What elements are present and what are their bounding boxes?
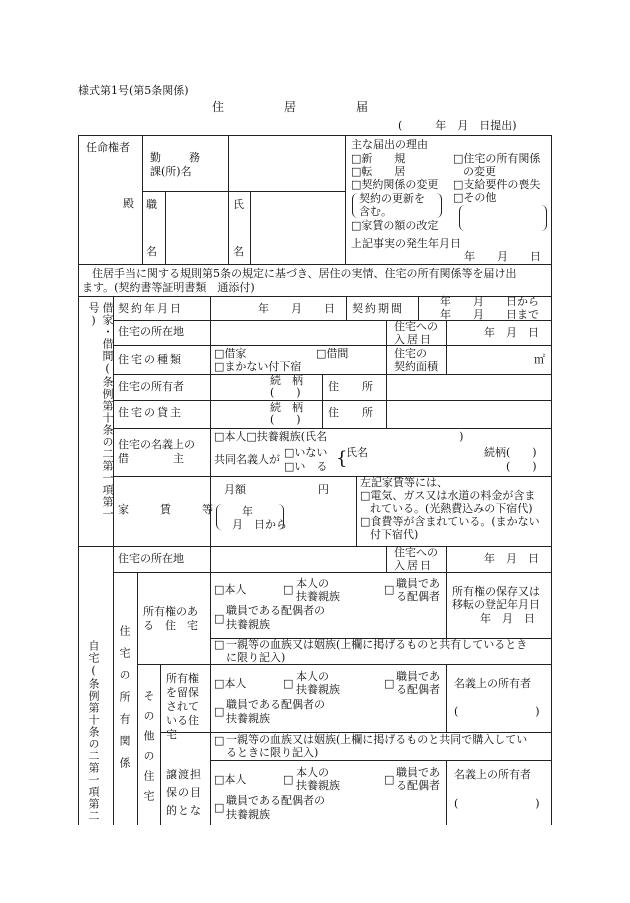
owner-address-label: 住 所 — [328, 380, 379, 393]
owned-relative-1: 一親等の血族又は姻族(上欄に掲げるものと共有しているとき — [226, 638, 528, 651]
retained-label: 所有権を留保されている住宅 — [166, 672, 199, 741]
area-unit: ㎡ — [534, 353, 545, 366]
owned-opt-dep-box[interactable]: □ — [283, 583, 294, 596]
retained-opt-staff-1: 職員であ — [396, 670, 440, 683]
area-label-2: 契約面積 — [394, 360, 438, 373]
joint-brace: { — [336, 448, 348, 469]
period-from[interactable]: 年 月 日から — [440, 295, 539, 308]
transfer-opt-spouse-box[interactable]: □ — [214, 801, 225, 814]
type-rented-house[interactable]: □借家 — [214, 347, 247, 360]
transfer-opt-dep-box[interactable]: □ — [283, 773, 294, 786]
type-rented-room[interactable]: □借間 — [316, 347, 349, 360]
period-to[interactable]: 年 月 日まで — [440, 308, 539, 321]
retained-opt-spouse-1: 職員である配偶者の — [226, 698, 325, 711]
own-home-side-label: 自宅(条例第十条の二第一項第二 — [87, 640, 100, 822]
appointer-label: 任命権者 — [86, 141, 130, 154]
owned-opt-self[interactable]: □本人 — [214, 583, 247, 596]
occurrence-label: 上記事実の発生年月日 — [351, 237, 461, 250]
lease-move-in-label-2: 入居日 — [394, 333, 433, 346]
submission-date: ( 年 月 日提出) — [398, 119, 517, 132]
owned-opt-staff-2: る配偶者 — [396, 590, 440, 603]
position-label: 職 — [146, 198, 157, 211]
owner-relation: 続 柄 — [270, 374, 303, 387]
joint-none[interactable]: □いない — [284, 446, 328, 459]
joint-exists[interactable]: □い る — [284, 460, 328, 473]
retained-relative-2: るときに限り記入) — [226, 746, 319, 759]
addressee-suffix: 殿 — [123, 197, 134, 210]
retained-opt-dep-box[interactable]: □ — [283, 677, 294, 690]
retained-relative-box[interactable]: □ — [214, 734, 225, 747]
retained-opt-spouse-2: 扶養親族 — [226, 712, 270, 725]
joint-relation[interactable]: 続柄( ) — [484, 446, 537, 459]
reason-contract[interactable]: □契約関係の変更 — [351, 178, 439, 191]
retained-opt-dep-2: 扶養親族 — [296, 683, 340, 696]
transfer-opt-staff-1: 職員であ — [396, 766, 440, 779]
occurrence-date[interactable]: 年 月 日 — [464, 250, 541, 263]
contract-date-value[interactable]: 年 月 日 — [258, 302, 335, 315]
transfer-owner-paren[interactable]: ( ) — [454, 797, 540, 810]
reason-ownership[interactable]: □住宅の所有関係 — [453, 152, 541, 165]
registration-label-1: 所有権の保存又は — [452, 585, 540, 598]
owned-opt-staff-box[interactable]: □ — [384, 583, 395, 596]
lease-address-label: 住宅の所在地 — [118, 325, 184, 338]
retained-opt-dep-1: 本人の — [296, 670, 329, 683]
includes-meals-note: 付下宿代) — [370, 528, 419, 541]
includes-title: 左記家賃等には、 — [360, 476, 448, 489]
form-title: 住 居 届 — [212, 100, 369, 114]
workplace-label: 勤 務 — [150, 151, 202, 164]
lease-side-label: 借家・借間(条例第十条の二第一項第一号) — [87, 302, 114, 520]
owned-opt-staff-1: 職員であ — [396, 577, 440, 590]
reasons-heading: 主な届出の理由 — [351, 138, 428, 151]
other-housing-label: その他の住宅 — [142, 690, 155, 810]
division-label: 課(所)名 — [150, 165, 192, 178]
lease-move-in-label-1: 住宅への — [394, 320, 438, 333]
rent-from-date[interactable]: 月 日から — [232, 518, 287, 531]
reason-rent-change[interactable]: □家賃の額の改定 — [351, 219, 439, 232]
housing-type-label: 住宅の種類 — [118, 353, 183, 366]
includes-utilities[interactable]: □電気、ガス又は水道の料金が含ま — [360, 489, 536, 502]
joint-name: 氏名 — [346, 446, 368, 459]
owned-label-2: る 住 宅 — [143, 619, 198, 632]
owned-relative-box[interactable]: □ — [214, 638, 225, 651]
name-label: 氏 — [233, 198, 244, 211]
name-label-2: 名 — [233, 245, 244, 258]
lessor-address-label: 住 所 — [328, 406, 379, 419]
reason-other[interactable]: □その他 — [453, 191, 497, 204]
rent-from-year[interactable]: 年 — [242, 505, 253, 518]
transfer-label: 譲渡担保の目的とな — [166, 768, 202, 817]
other-bracket — [459, 205, 547, 231]
home-address-label: 住宅の所在地 — [118, 552, 184, 565]
joint-relation-2[interactable]: ( ) — [506, 460, 537, 473]
contract-period-label: 契約期間 — [352, 302, 404, 315]
yen-label: 円 — [318, 483, 329, 496]
lessor-relation: 続 柄 — [270, 401, 303, 414]
transfer-opt-dep-2: 扶養親族 — [296, 779, 340, 792]
transfer-opt-spouse-1: 職員である配偶者の — [226, 794, 325, 807]
includes-utilities-note: れている。(光熱費込みの下宿代) — [370, 502, 533, 515]
nominee-options[interactable]: □本人□扶養親族(氏名 ) — [214, 430, 464, 443]
renewal-note-1: 契約の更新を — [359, 192, 425, 205]
lessor-relation-paren[interactable]: ( ) — [270, 413, 301, 426]
owned-label-1: 所有権のあ — [143, 605, 198, 618]
owned-opt-dep-2: 扶養親族 — [296, 590, 340, 603]
retained-opt-spouse-box[interactable]: □ — [214, 705, 225, 718]
type-boarding[interactable]: □まかない付下宿 — [214, 360, 302, 373]
reason-new[interactable]: □新 規 — [351, 152, 406, 165]
reason-move[interactable]: □転 居 — [351, 165, 406, 178]
owner-relation-paren[interactable]: ( ) — [270, 386, 301, 399]
transfer-opt-dep-1: 本人の — [296, 766, 329, 779]
registration-label-2: 移転の登記年月日 — [452, 598, 540, 611]
ownership-label: 住宅の所有関係 — [118, 625, 131, 779]
retained-relative-1: 一親等の血族又は姻族(上欄に掲げるものと共同で購入してい — [226, 733, 528, 746]
home-move-in-label-1: 住宅への — [394, 546, 438, 559]
retained-owner-paren[interactable]: ( ) — [454, 705, 540, 718]
owned-opt-dep-1: 本人の — [296, 577, 329, 590]
monthly-label: 月額 — [224, 483, 246, 496]
lessor-label: 住宅の貸主 — [118, 406, 183, 419]
lease-move-in-date[interactable]: 年 月 日 — [484, 326, 539, 339]
nominee-label-2: 借 主 — [118, 452, 184, 465]
contract-date-label: 契約年月日 — [118, 302, 183, 315]
joint-label: 共同名義人が — [214, 453, 280, 466]
home-move-in-date[interactable]: 年 月 日 — [484, 552, 539, 565]
owned-opt-spouse-2: 扶養親族 — [226, 618, 270, 631]
position-label-2: 名 — [146, 245, 157, 258]
owner-label: 住宅の所有者 — [118, 380, 184, 393]
includes-meals[interactable]: □食費等が含まれている。(まかない — [360, 515, 540, 528]
retained-opt-staff-box[interactable]: □ — [384, 677, 395, 690]
form-number: 様式第1号(第5条関係) — [78, 84, 189, 97]
statement-line-1: 住居手当に関する規則第5条の規定に基づき、居住の実情、住宅の所有関係等を届け出 — [92, 267, 517, 280]
owned-opt-spouse-1: 職員である配偶者の — [226, 604, 325, 617]
transfer-nominal-owner: 名義上の所有者 — [454, 768, 531, 781]
renewal-note-2: 含む。 — [359, 205, 392, 218]
transfer-opt-staff-box[interactable]: □ — [384, 773, 395, 786]
area-label-1: 住宅の — [394, 347, 427, 360]
reason-loss[interactable]: □支給要件の喪失 — [453, 178, 541, 191]
statement-line-2: ます。(契約書等証明書類 通添付) — [82, 281, 255, 294]
owned-opt-spouse-box[interactable]: □ — [214, 612, 225, 625]
registration-date[interactable]: 年 月 日 — [480, 612, 535, 625]
retained-nominal-owner: 名義上の所有者 — [454, 677, 531, 690]
owned-relative-2: に限り記入) — [226, 651, 286, 664]
retained-opt-staff-2: る配偶者 — [396, 683, 440, 696]
reason-ownership-cont: の変更 — [463, 165, 496, 178]
retained-opt-self[interactable]: □本人 — [214, 677, 247, 690]
transfer-opt-staff-2: る配偶者 — [396, 779, 440, 792]
rent-label: 家 賃 等 — [118, 503, 223, 516]
transfer-opt-spouse-2: 扶養親族 — [226, 808, 270, 821]
transfer-opt-self[interactable]: □本人 — [214, 773, 247, 786]
nominee-label-1: 住宅の名義上の — [118, 438, 195, 451]
home-move-in-label-2: 入居日 — [394, 559, 433, 572]
